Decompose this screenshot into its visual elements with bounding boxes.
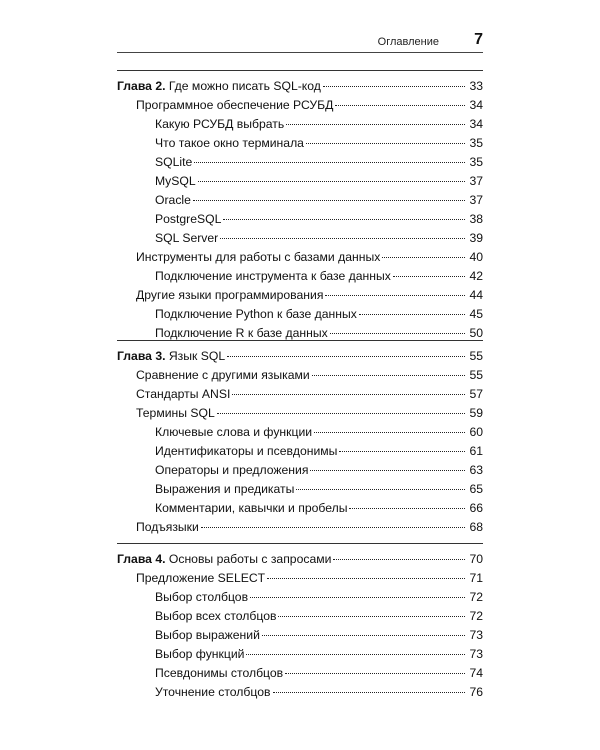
section-entry[interactable] bbox=[117, 569, 483, 588]
subsection-entry[interactable] bbox=[117, 423, 483, 442]
entry-label: Выбор столбцов bbox=[155, 590, 249, 604]
dot-leader bbox=[201, 526, 465, 528]
chapter-entry[interactable] bbox=[117, 550, 483, 569]
subsection-entry[interactable] bbox=[117, 172, 483, 191]
dot-leader bbox=[323, 85, 465, 87]
entry-label: Другие языки программирования bbox=[136, 288, 324, 302]
dot-leader bbox=[285, 672, 465, 674]
dot-leader bbox=[273, 691, 466, 693]
entry-page-number: 68 bbox=[469, 520, 483, 534]
entry-page-number: 34 bbox=[469, 117, 483, 131]
entry-label: Комментарии, кавычки и пробелы bbox=[155, 501, 348, 515]
entry-label: Что такое окно терминала bbox=[155, 136, 304, 150]
entry-label: Ключевые слова и функции bbox=[155, 425, 313, 439]
entry-page-number: 37 bbox=[469, 174, 483, 188]
dot-leader bbox=[250, 596, 465, 598]
entry-page-number: 42 bbox=[469, 269, 483, 283]
chapter-block bbox=[117, 70, 483, 343]
dot-leader bbox=[335, 104, 465, 106]
entry-page-number: 50 bbox=[469, 326, 483, 340]
chapter-title: Где можно писать SQL-код bbox=[168, 79, 321, 93]
entry-label: MySQL bbox=[155, 174, 196, 188]
entry-page-number: 39 bbox=[469, 231, 483, 245]
section-entry[interactable] bbox=[117, 366, 483, 385]
entry-label: Сравнение с другими языками bbox=[136, 368, 310, 382]
entry-label: Подключение Python к базе данных bbox=[155, 307, 357, 321]
dot-leader bbox=[286, 123, 465, 125]
entry-page-number: 72 bbox=[469, 590, 483, 604]
entry-label: Предложение SELECT bbox=[136, 571, 266, 585]
dot-leader bbox=[217, 412, 465, 414]
chapter-page-number: 33 bbox=[469, 79, 483, 93]
entry-label: Oracle bbox=[155, 193, 191, 207]
section-entry[interactable] bbox=[117, 404, 483, 423]
subsection-entry[interactable] bbox=[117, 588, 483, 607]
entry-page-number: 63 bbox=[469, 463, 483, 477]
entry-page-number: 73 bbox=[469, 647, 483, 661]
entry-page-number: 60 bbox=[469, 425, 483, 439]
entry-label: Выбор функций bbox=[155, 647, 245, 661]
subsection-entry[interactable] bbox=[117, 442, 483, 461]
subsection-entry[interactable] bbox=[117, 626, 483, 645]
entry-page-number: 66 bbox=[469, 501, 483, 515]
chapter-prefix: Глава 2. bbox=[117, 79, 166, 93]
chapter-prefix: Глава 3. bbox=[117, 349, 166, 363]
entry-page-number: 61 bbox=[469, 444, 483, 458]
entry-label: Операторы и предложения bbox=[155, 463, 309, 477]
dot-leader bbox=[193, 199, 465, 201]
entry-label: Уточнение столбцов bbox=[155, 685, 271, 699]
subsection-entry[interactable] bbox=[117, 607, 483, 626]
dot-leader bbox=[330, 332, 465, 334]
entry-page-number: 74 bbox=[469, 666, 483, 680]
dot-leader bbox=[393, 275, 465, 277]
entry-page-number: 55 bbox=[469, 368, 483, 382]
subsection-entry[interactable] bbox=[117, 305, 483, 324]
chapter-block bbox=[117, 543, 483, 702]
entry-page-number: 73 bbox=[469, 628, 483, 642]
section-entry[interactable] bbox=[117, 96, 483, 115]
section-entry[interactable] bbox=[117, 385, 483, 404]
subsection-entry[interactable] bbox=[117, 134, 483, 153]
dot-leader bbox=[312, 374, 465, 376]
entry-label: SQLite bbox=[155, 155, 193, 169]
subsection-entry[interactable] bbox=[117, 191, 483, 210]
entry-label: PostgreSQL bbox=[155, 212, 222, 226]
dot-leader bbox=[246, 653, 465, 655]
entry-label: Инструменты для работы с базами данных bbox=[136, 250, 381, 264]
dot-leader bbox=[194, 161, 465, 163]
entry-label: Псевдонимы столбцов bbox=[155, 666, 284, 680]
chapter-entry[interactable] bbox=[117, 347, 483, 366]
chapter-prefix: Глава 4. bbox=[117, 552, 166, 566]
entry-label: Идентификаторы и псевдонимы bbox=[155, 444, 338, 458]
chapter-page-number: 70 bbox=[469, 552, 483, 566]
entry-label: Программное обеспечение РСУБД bbox=[136, 98, 334, 112]
dot-leader bbox=[223, 218, 465, 220]
entry-page-number: 59 bbox=[469, 406, 483, 420]
dot-leader bbox=[296, 488, 465, 490]
subsection-entry[interactable] bbox=[117, 664, 483, 683]
dot-leader bbox=[314, 431, 465, 433]
subsection-entry[interactable] bbox=[117, 480, 483, 499]
dot-leader bbox=[232, 393, 465, 395]
page-number: 7 bbox=[474, 31, 483, 48]
dot-leader bbox=[278, 615, 465, 617]
chapter-label bbox=[117, 77, 321, 96]
entry-page-number: 76 bbox=[469, 685, 483, 699]
entry-label: SQL Server bbox=[155, 231, 219, 245]
chapter-title: Основы работы с запросами bbox=[168, 552, 332, 566]
section-entry[interactable] bbox=[117, 518, 483, 537]
entry-page-number: 44 bbox=[469, 288, 483, 302]
subsection-entry[interactable] bbox=[117, 115, 483, 134]
chapter-block bbox=[117, 340, 483, 537]
entry-label: Подъязыки bbox=[136, 520, 199, 534]
entry-label: Выражения и предикаты bbox=[155, 482, 295, 496]
chapter-page-number: 55 bbox=[469, 349, 483, 363]
entry-page-number: 35 bbox=[469, 136, 483, 150]
entry-label: Подключение R к базе данных bbox=[155, 326, 328, 340]
entry-label: Термины SQL bbox=[136, 406, 215, 420]
entry-page-number: 57 bbox=[469, 387, 483, 401]
subsection-entry[interactable] bbox=[117, 683, 483, 702]
dot-leader bbox=[198, 180, 465, 182]
running-header-title: Оглавление bbox=[377, 36, 439, 48]
dot-leader bbox=[306, 142, 465, 144]
dot-leader bbox=[227, 355, 465, 357]
entry-label: Стандарты ANSI bbox=[136, 387, 231, 401]
running-header bbox=[117, 30, 483, 53]
chapter-label bbox=[117, 347, 225, 366]
section-entry[interactable] bbox=[117, 286, 483, 305]
dot-leader bbox=[262, 634, 465, 636]
section-entry[interactable] bbox=[117, 248, 483, 267]
entry-page-number: 72 bbox=[469, 609, 483, 623]
dot-leader bbox=[339, 450, 465, 452]
dot-leader bbox=[333, 558, 465, 560]
subsection-entry[interactable] bbox=[117, 461, 483, 480]
chapter-label bbox=[117, 550, 331, 569]
entry-label: Выбор выражений bbox=[155, 628, 260, 642]
subsection-entry[interactable] bbox=[117, 229, 483, 248]
subsection-entry[interactable] bbox=[117, 210, 483, 229]
chapter-title: Язык SQL bbox=[168, 349, 226, 363]
entry-page-number: 34 bbox=[469, 98, 483, 112]
dot-leader bbox=[220, 237, 465, 239]
dot-leader bbox=[267, 577, 465, 579]
dot-leader bbox=[359, 313, 465, 315]
dot-leader bbox=[310, 469, 465, 471]
dot-leader bbox=[325, 294, 465, 296]
entry-page-number: 71 bbox=[469, 571, 483, 585]
subsection-entry[interactable] bbox=[117, 645, 483, 664]
chapter-entry[interactable] bbox=[117, 77, 483, 96]
dot-leader bbox=[349, 507, 465, 509]
entry-page-number: 35 bbox=[469, 155, 483, 169]
entry-page-number: 40 bbox=[469, 250, 483, 264]
entry-page-number: 45 bbox=[469, 307, 483, 321]
entry-label: Какую РСУБД выбрать bbox=[155, 117, 285, 131]
subsection-entry[interactable] bbox=[117, 267, 483, 286]
entry-label: Подключение инструмента к базе данных bbox=[155, 269, 391, 283]
entry-page-number: 37 bbox=[469, 193, 483, 207]
dot-leader bbox=[382, 256, 465, 258]
entry-page-number: 38 bbox=[469, 212, 483, 226]
subsection-entry[interactable] bbox=[117, 153, 483, 172]
entry-page-number: 65 bbox=[469, 482, 483, 496]
entry-label: Выбор всех столбцов bbox=[155, 609, 277, 623]
subsection-entry[interactable] bbox=[117, 499, 483, 518]
